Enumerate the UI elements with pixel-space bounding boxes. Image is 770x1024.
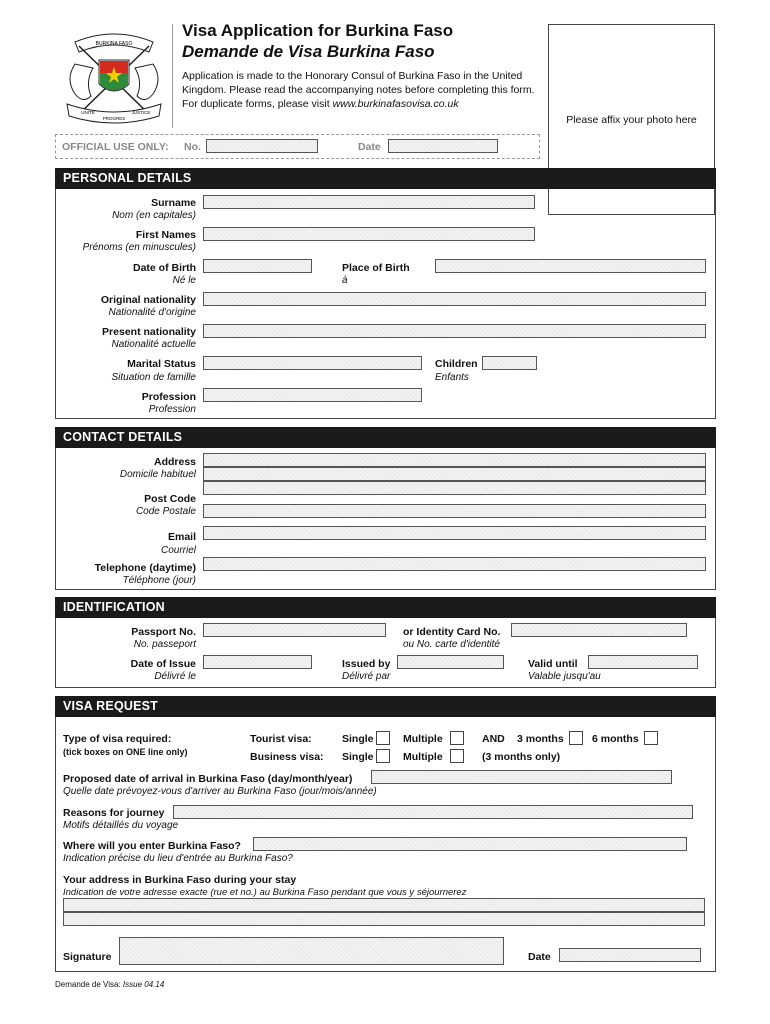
telephone-field[interactable] [203,557,706,571]
identification-header: IDENTIFICATION [55,597,716,618]
business-multiple-checkbox[interactable] [450,749,464,763]
and-label: AND [482,733,505,745]
svg-text:JUSTICE: JUSTICE [131,110,151,115]
six-months-label: 6 months [592,733,639,745]
dob-field[interactable] [203,259,312,273]
valid-until-field[interactable] [588,655,698,669]
official-use-label: OFFICIAL USE ONLY: [62,141,169,153]
arrival-date-field[interactable] [371,770,672,784]
marital-status-label-fr: Situation de famille [111,372,196,383]
address-label-fr: Domicile habituel [119,469,196,480]
dob-label: Date of Birth [133,262,196,274]
passport-no-label: Passport No. [131,626,196,638]
form-title-french: Demande de Visa Burkina Faso [182,42,435,61]
pob-field[interactable] [435,259,706,273]
children-field[interactable] [482,356,537,370]
identity-card-field[interactable] [511,623,687,637]
address-label: Address [153,456,196,468]
tourist-multiple-label: Multiple [403,733,443,745]
first-names-label: First Names [135,229,196,241]
signature-field[interactable] [119,937,504,965]
visa-request-header: VISA REQUEST [55,696,716,717]
contact-details-header: CONTACT DETAILS [55,427,716,448]
issued-by-label: Issued by [342,658,391,670]
reasons-label-fr: Motifs détaillés du voyage [63,820,179,831]
address-field-line-2[interactable] [203,467,706,481]
date-of-issue-label-fr: Délivré le [154,671,196,682]
profession-label: Profession [141,391,196,403]
pob-label: Place of Birth [342,262,410,274]
reasons-field[interactable] [173,805,693,819]
tourist-multiple-checkbox[interactable] [450,731,464,745]
issued-by-label-fr: Délivré par [342,671,391,682]
surname-label: Surname [151,197,196,209]
three-months-checkbox[interactable] [569,731,583,745]
dob-label-fr: Né le [172,275,196,286]
business-visa-label: Business visa: [250,751,324,763]
stay-address-label-fr: Indication de votre adresse exacte (rue et no.) au Burkina Faso pendant que vous y séjournerez [63,887,467,898]
signature-date-field[interactable] [559,948,701,962]
telephone-label-fr: Téléphone (jour) [122,575,196,586]
date-of-issue-label: Date of Issue [130,658,196,670]
email-field[interactable] [203,526,706,540]
business-multiple-label: Multiple [403,751,443,763]
present-nationality-label: Present nationality [102,326,196,338]
business-single-checkbox[interactable] [376,749,390,763]
issued-by-field[interactable] [397,655,504,669]
signature-date-label: Date [528,951,551,963]
signature-label: Signature [63,951,112,963]
tourist-visa-label: Tourist visa: [250,733,312,745]
six-months-checkbox[interactable] [644,731,658,745]
footer-prefix: Demande de Visa: [55,980,121,989]
footer-issue-number: Issue 04.14 [122,980,165,989]
stay-address-field-line-2[interactable] [63,912,705,926]
email-label-fr: Courriel [160,545,196,556]
valid-until-label-fr: Valable jusqu'au [528,671,601,682]
children-label: Children [435,358,478,370]
photo-box-text: Please affix your photo here [566,114,697,126]
pob-label-fr: à [342,275,348,286]
address-field-line-1[interactable] [203,453,706,467]
stay-address-label: Your address in Burkina Faso during your stay [63,874,297,886]
official-no-field[interactable] [206,139,318,153]
surname-field[interactable] [203,195,535,209]
original-nationality-field[interactable] [203,292,706,306]
tourist-single-label: Single [342,733,374,745]
identity-card-label: or Identity Card No. [403,626,501,638]
passport-no-field[interactable] [203,623,386,637]
stay-address-field-line-1[interactable] [63,898,705,912]
official-date-field[interactable] [388,139,498,153]
business-single-label: Single [342,751,374,763]
intro-text: Application is made to the Honorary Consul of Burkina Faso in the United Kingdom. Please read the accompanying notes before completing this form. For duplicate forms, please visit www.burkinafasovisa.co.uk [182,70,535,110]
passport-no-label-fr: No. passeport [133,639,196,650]
present-nationality-label-fr: Nationalité actuelle [111,339,196,350]
official-date-label: Date [358,141,381,153]
entry-point-field[interactable] [253,837,687,851]
personal-details-header: PERSONAL DETAILS [55,168,716,189]
telephone-label: Telephone (daytime) [94,562,196,574]
tourist-single-checkbox[interactable] [376,731,390,745]
entry-point-label-fr: Indication précise du lieu d'entrée au Burkina Faso? [63,853,293,864]
three-months-only-label: (3 months only) [482,751,561,763]
identity-card-label-fr: ou No. carte d'identité [403,639,500,650]
official-no-label: No. [184,141,201,153]
profession-label-fr: Profession [148,404,196,415]
svg-text:UNITE: UNITE [81,110,95,115]
post-code-field[interactable] [203,504,706,518]
visa-type-label: Type of visa required: [63,733,172,745]
first-names-label-fr: Prénoms (en minuscules) [82,242,196,253]
valid-until-label: Valid until [528,658,578,670]
profession-field[interactable] [203,388,422,402]
present-nationality-field[interactable] [203,324,706,338]
post-code-label: Post Code [144,493,196,505]
website-link[interactable]: www.burkinafasovisa.co.uk [332,98,459,110]
original-nationality-label: Original nationality [100,294,196,306]
marital-status-field[interactable] [203,356,422,370]
first-names-field[interactable] [203,227,535,241]
entry-point-label: Where will you enter Burkina Faso? [63,840,241,852]
arrival-date-label: Proposed date of arrival in Burkina Faso (day/month/year) [63,773,353,785]
arrival-date-label-fr: Quelle date prévoyez-vous d'arriver au Burkina Faso (jour/mois/année) [63,786,377,797]
original-nationality-label-fr: Nationalité d'origine [108,307,196,318]
reasons-label: Reasons for journey [63,807,165,819]
email-label: Email [167,531,196,543]
surname-label-fr: Nom (en capitales) [112,210,196,221]
three-months-label: 3 months [517,733,564,745]
coat-of-arms-logo [55,24,173,128]
marital-status-label: Marital Status [127,358,196,370]
date-of-issue-field[interactable] [203,655,312,669]
form-title: Visa Application for Burkina Faso [182,21,454,40]
svg-text:BURKINA FASO: BURKINA FASO [95,41,133,47]
post-code-label-fr: Code Postale [135,506,196,517]
address-field-line-3[interactable] [203,481,706,495]
visa-type-note: (tick boxes on ONE line only) [63,747,188,757]
children-label-fr: Enfants [435,372,469,383]
svg-text:PROGRES: PROGRES [102,116,126,121]
footer-issue [55,980,164,989]
